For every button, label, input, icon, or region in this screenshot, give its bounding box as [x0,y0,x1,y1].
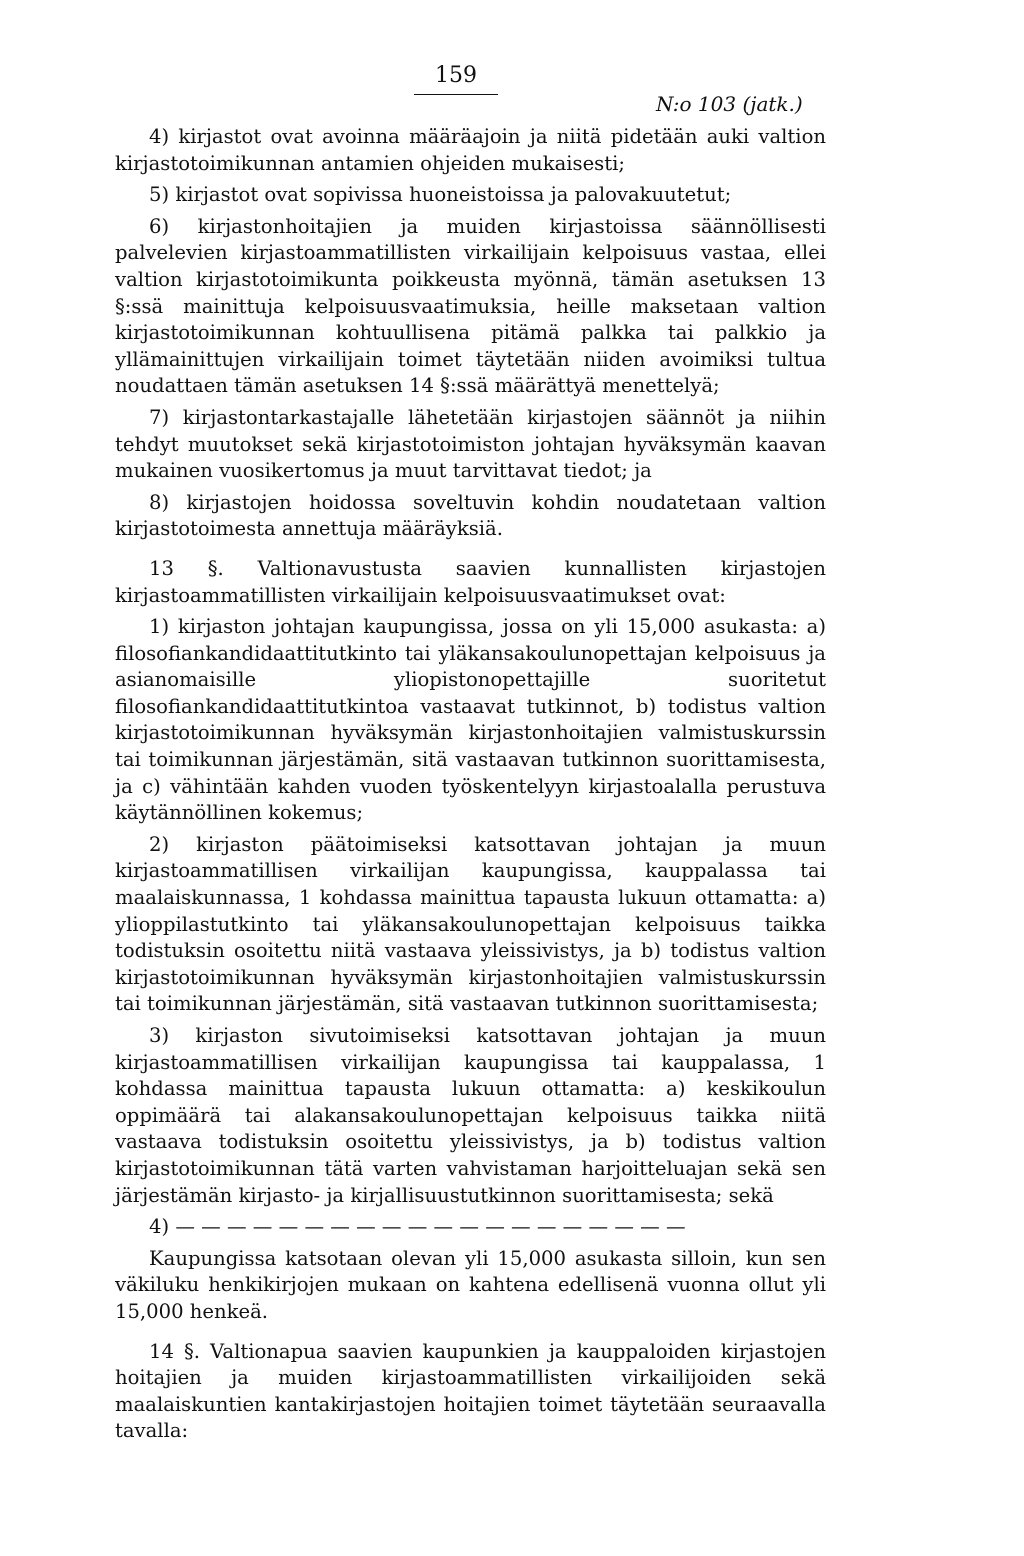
section-14-heading-paragraph: 14 §. Valtionapua saavien kaupunkien ja kauppaloiden kirjastojen hoitajien ja muiden kirjastoammatillisten virkailijoiden sekä maalaiskuntien kantakirjastojen hoitajien toimet täytetään seuraavalla tavalla: [115,1339,826,1443]
paragraph: 6) kirjastonhoitajien ja muiden kirjastoissa säännöllisesti palvelevien kirjastoammatillisten virkailijain kelpoisuus vastaa, ellei valtion kirjastotoimikunta poikkeusta myönnä, tämän asetuksen 13 §:ssä mainittuja kelpoisuusvaatimuksia, heille maksetaan valtion kirjastotoimikunnan kohtuullisena pitämä palkka tai palkkio ja yllämainittujen virkailijain toimet täytetään niiden avoimiksi tultua noudattaen tämän asetuksen 14 §:ssä määrättyä menettelyä; [115,214,826,398]
page-number-rule [414,94,498,95]
paragraph: 3) kirjaston sivutoimiseksi katsottavan johtajan ja muun kirjastoammatillisen virkailijan kaupungissa tai kauppalassa, 1 kohdassa mainittua tapausta lukuun ottamatta: a) keskikoulun oppimäärä tai alakansakoulunopettajan kelpoisuus taikka niitä vastaava todistuksin osoitettu yleissivistys, ja b) todistus valtion kirjastotoimikunnan tätä varten vahvistaman harjoitteluajan sekä sen järjestämän kirjasto- ja kirjallisuustutkinnon suorittamisesta; sekä [115,1024,826,1207]
omitted-item-dashes: 4) — — — — — — — — — — — — — — — — — — — — [149,1215,686,1239]
paragraph: Kaupungissa katsotaan olevan yli 15,000 asukasta silloin, kun sen väkiluku henkikirjojen mukaan on kahtena edellisenä vuonna ollut yli 15,000 henkeä. [115,1246,826,1323]
paragraph: 4) kirjastot ovat avoinna määräajoin ja niitä pidetään auki valtion kirjastotoimikunnan antamien ohjeiden mukaisesti; [115,125,826,175]
section-13-heading-paragraph: 13 §. Valtionavustusta saavien kunnallisten kirjastojen kirjastoammatillisten virkailijain kelpoisuusvaatimukset ovat: [115,556,826,607]
paragraph: 8) kirjastojen hoidossa soveltuvin kohdin noudatetaan valtion kirjastotoimesta annettuja määräyksiä. [115,490,826,541]
paragraph: 1) kirjaston johtajan kaupungissa, jossa on yli 15,000 asukasta: a) filosofiankandidaattitutkinto tai yläkansakoulunopettajan kelpoisuus ja asianomaisille yliopistonopettajille suoritetut filosofiankandidaattitutkintoa vastaavat tutkinnot, b) todistus valtion kirjastotoimikunnan hyväksymän kirjastonhoitajien valmistuskurssin tai toimikunnan järjestämän, sitä vastaavan tutkinnon suorittamisesta, ja c) vähintään kahden vuoden työskentelyyn kirjastoalalla perustuva käytännöllinen kokemus; [115,615,826,825]
paragraph: 2) kirjaston päätoimiseksi katsottavan johtajan ja muun kirjastoammatillisen virkailijan kaupungissa, kauppalassa tai maalaiskunnassa, 1 kohdassa mainittua tapausta lukuun ottamatta: a) ylioppilastutkinto tai yläkansakoulunopettajan kelpoisuus taikka todistuksin osoitettu niitä vastaava yleissivistys, ja b) todistus valtion kirjastotoimikunnan hyväksymän kirjastonhoitajien valmistuskurssin tai toimikunnan järjestämän, sitä vastaavan tutkinnon suorittamisesta; [115,832,826,1016]
page-header [0,62,1024,116]
body-text [115,124,826,1450]
paragraph: 5) kirjastot ovat sopivissa huoneistoissa ja palovakuutetut; [149,183,732,207]
running-head: N:o 103 (jatk.) [656,92,803,116]
paragraph: 7) kirjastontarkastajalle lähetetään kirjastojen säännöt ja niihin tehdyt muutokset sekä kirjastotoimiston johtajan hyväksymän kaavan mukainen vuosikertomus ja muut tarvittavat tiedot; ja [115,405,826,483]
page-number: 159 [435,63,477,88]
